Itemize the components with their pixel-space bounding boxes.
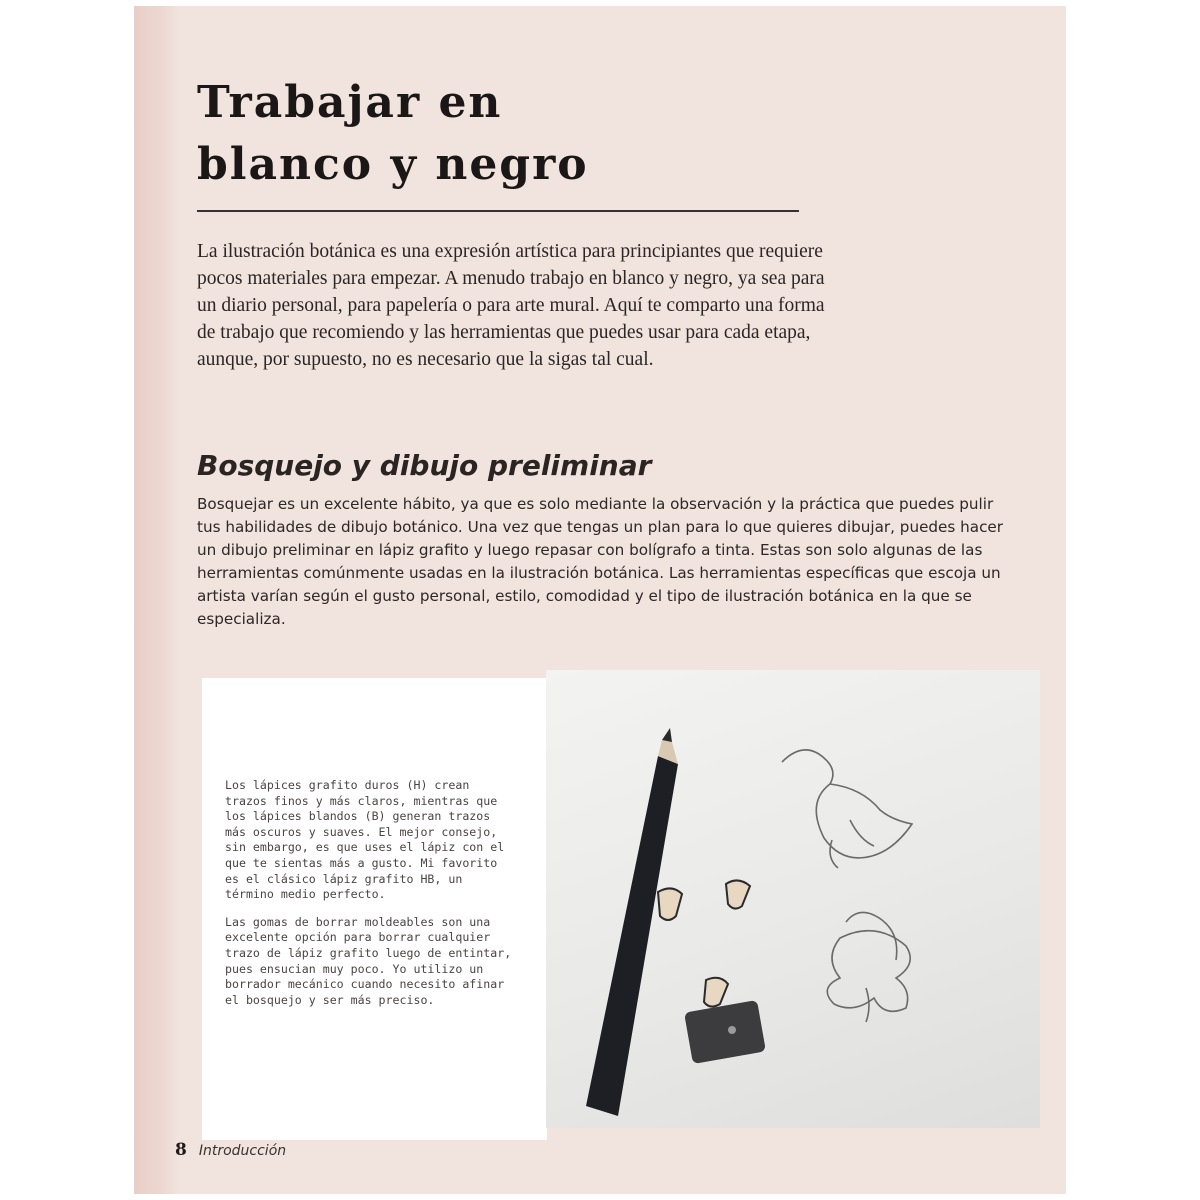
chapter-name: Introducción (198, 1143, 287, 1159)
page-title (197, 72, 837, 196)
flower-sketch-icon (782, 750, 912, 868)
intro-paragraph: La ilustración botánica es una expresión artística para principiantes que requiere pocos materiales para empezar. A menudo trabajo en blanco y negro, ya sea para un diario personal, para papelería o para arte mural. Aquí te comparto una forma de trabajo que recomiendo y las herramientas que puedes usar para cada etapa, aunque, por supuesto, no es necesario que la sigas tal cual. (197, 241, 825, 370)
tip-paragraph-erasers: Las gomas de borrar moldeables son una excelente opción para borrar cualquier trazo de lápiz grafito luego de entintar, pues ensucian muy poco. Yo utilizo un borrador mecánico cuando necesito afinar el bosquejo y ser más preciso. (225, 914, 512, 1007)
title-line-2: blanco y negro (197, 139, 589, 190)
sketch-tools-photo (546, 670, 1040, 1128)
tip-card (202, 678, 547, 1140)
tip-paragraph-pencils: Los lápices grafito duros (H) crean trazos finos y más claros, mientras que los lápices blandos (B) generan trazos más oscuros y suaves. El mejor consejo, sin embargo, es que uses el lápiz con el que te sientas más a gusto. Mi favorito es el clásico lápiz grafito HB, un término medio perfecto. (225, 778, 505, 902)
title-line-1: Trabajar en (197, 77, 503, 128)
section-paragraph: Bosquejar es un excelente hábito, ya que es solo mediante la observación y la práctica que puedes pulir tus habilidades de dibujo botánico. Una vez que tengas un plan para lo que quieres dibujar, puedes hacer un dibujo preliminar en lápiz grafito y luego repasar con bolígrafo a tinta. Estas son solo algunas de las herramientas comúnmente usadas en la ilustración botánica. Las herramientas específicas que escoja un artista varían según el gusto personal, estilo, comodidad y el tipo de ilustración botánica en la que se especializa. (197, 495, 1004, 628)
photo-illustration (546, 670, 1040, 1128)
title-divider (197, 210, 799, 212)
book-page (134, 6, 1066, 1194)
page-number: 8 (175, 1140, 187, 1160)
page-footer (175, 1140, 286, 1160)
flower-sketch-icon-2 (827, 912, 910, 1022)
sharpener-icon (684, 1000, 766, 1064)
section-heading: Bosquejo y dibujo preliminar (197, 449, 652, 482)
tip-text (225, 778, 517, 1020)
pencil-icon (586, 728, 678, 1116)
page-edge-shadow (134, 6, 178, 1194)
pencil-shavings-icon (658, 880, 750, 1006)
